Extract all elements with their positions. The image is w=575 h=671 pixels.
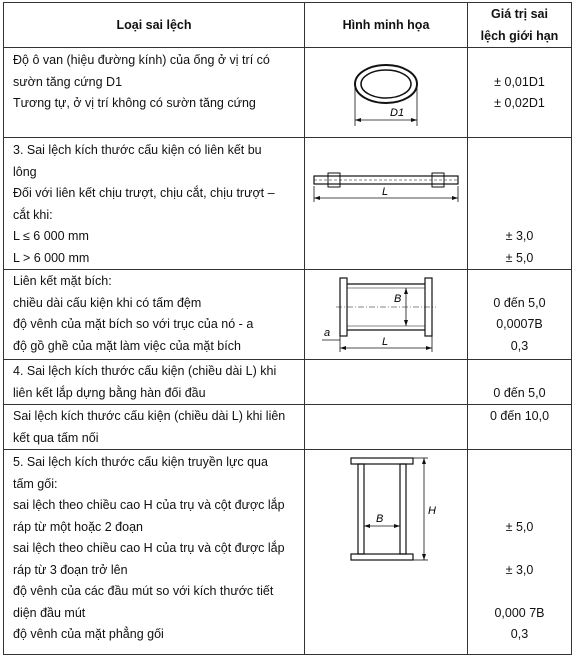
row-butt-weld-figure: [305, 360, 468, 405]
text-line: sai lệch theo chiều cao H của trụ và cột được lắp: [13, 498, 285, 512]
value-line: [468, 538, 571, 560]
row-splice-text: [4, 405, 305, 450]
text-line: Đối với liên kết chịu trượt, chịu cắt, chịu trượt –: [13, 186, 275, 200]
text-line: ráp từ 3 đoạn trở lên: [13, 562, 128, 577]
text-line: L > 6 000 mm: [13, 250, 90, 265]
text-line: kết qua tấm nối: [13, 430, 99, 445]
value-line: [468, 50, 571, 72]
text-line: Độ ô van (hiệu đường kính) của ống ở vị trí có: [13, 53, 270, 67]
column-bearing-figure: [306, 450, 466, 570]
row-ovality-text: [4, 48, 305, 138]
value-line: [468, 452, 571, 474]
header-deviation-type: Loại sai lệch: [4, 3, 305, 48]
figure-label: B: [394, 293, 402, 305]
row-bolted-text: [4, 138, 305, 270]
row-bearing-values: [468, 450, 572, 655]
value-line: 0 đến 10,0: [489, 409, 550, 423]
value-line: 0,3: [510, 627, 529, 641]
row-flange: [4, 270, 572, 360]
flange-member-figure: [306, 270, 466, 358]
value-line: [468, 162, 571, 184]
row-butt-weld-values: [468, 360, 572, 405]
pipe-ovality-figure: [306, 48, 466, 136]
row-flange-text: [4, 270, 305, 360]
text-line: chiều dài cấu kiện khi có tấm đệm: [13, 295, 202, 310]
figure-label: L: [382, 186, 389, 198]
value-line: ± 5,0: [505, 250, 534, 265]
figure-label: H: [428, 505, 436, 517]
value-line: 0 đến 5,0: [493, 295, 546, 310]
header-limit-line2: lệch giới hạn: [480, 29, 559, 43]
tolerance-table: [3, 2, 572, 655]
text-line: độ vênh của mặt bích so với trục của nó - a: [13, 317, 254, 331]
text-line: sườn tăng cứng D1: [13, 74, 123, 89]
value-line: [468, 428, 571, 450]
row-ovality: [4, 48, 572, 138]
value-line: [468, 205, 571, 227]
value-line: [468, 474, 571, 496]
value-line: [468, 581, 571, 603]
header-illustration: Hình minh họa: [305, 3, 468, 48]
value-line: [468, 140, 571, 162]
header-row: [4, 3, 572, 48]
row-bolted-figure: [305, 138, 468, 270]
text-line: ráp từ một hoặc 2 đoạn: [13, 519, 143, 534]
text-line: lông: [13, 164, 37, 179]
value-line: ± 3,0: [505, 562, 534, 577]
row-splice-values: [468, 405, 572, 450]
text-line: 3. Sai lệch kích thước cấu kiện có liên kết bu: [13, 143, 262, 157]
text-line: độ vênh của các đầu mút so với kích thước tiết: [13, 584, 274, 598]
row-splice: [4, 405, 572, 450]
value-line: [468, 271, 571, 293]
row-bolted-values: [468, 138, 572, 270]
row-butt-weld-text: [4, 360, 305, 405]
value-line: 0,000 7B: [494, 605, 545, 620]
value-line: [468, 361, 571, 383]
value-line: [468, 183, 571, 205]
text-line: diện đầu mút: [13, 605, 86, 620]
text-line: 5. Sai lệch kích thước cấu kiện truyền lực qua: [13, 455, 268, 469]
row-bearing-text: [4, 450, 305, 655]
value-line: ± 0,01D1: [494, 74, 545, 89]
text-line: Liên kết mặt bích:: [13, 274, 112, 288]
text-line: sai lệch theo chiều cao H của trụ và cột được lắp: [13, 541, 285, 555]
row-splice-figure: [305, 405, 468, 450]
text-line: 4. Sai lệch kích thước cấu kiện (chiều dài L) khi: [13, 364, 277, 378]
text-line: Tương tự, ở vị trí không có sườn tăng cứng: [13, 96, 256, 110]
value-line: ± 0,02D1: [494, 96, 545, 110]
row-ovality-figure: [305, 48, 468, 138]
text-line: độ gồ ghề của mặt làm việc của mặt bích: [13, 338, 241, 353]
row-flange-values: [468, 270, 572, 360]
text-line: độ vênh của mặt phẳng gối: [13, 627, 164, 641]
row-butt-weld: [4, 360, 572, 405]
figure-label: D1: [390, 107, 405, 119]
value-line: ± 3,0: [505, 229, 534, 243]
row-bearing: [4, 450, 572, 655]
text-line: liên kết lắp dựng bằng hàn đối đầu: [13, 385, 206, 400]
row-ovality-values: [468, 48, 572, 138]
text-line: L ≤ 6 000 mm: [13, 229, 89, 243]
text-line: tấm gối:: [13, 476, 58, 491]
text-line: cắt khi:: [13, 207, 53, 222]
value-line: [468, 495, 571, 517]
figure-label: a: [324, 327, 331, 339]
text-line: Sai lệch kích thước cấu kiện (chiều dài L) khi liên: [13, 409, 286, 423]
row-bearing-figure: [305, 450, 468, 655]
value-line: 0 đến 5,0: [493, 385, 546, 400]
row-flange-figure: [305, 270, 468, 360]
value-line: 0,3: [510, 338, 529, 353]
row-bolted: [4, 138, 572, 270]
value-line: ± 5,0: [505, 519, 534, 534]
figure-label: L: [382, 336, 389, 348]
bolted-member-figure: [306, 138, 466, 218]
figure-label: B: [376, 513, 384, 525]
header-limit-line1: Giá trị sai: [491, 7, 548, 21]
value-line: 0,0007B: [496, 317, 543, 331]
header-limit-value: [468, 3, 572, 48]
